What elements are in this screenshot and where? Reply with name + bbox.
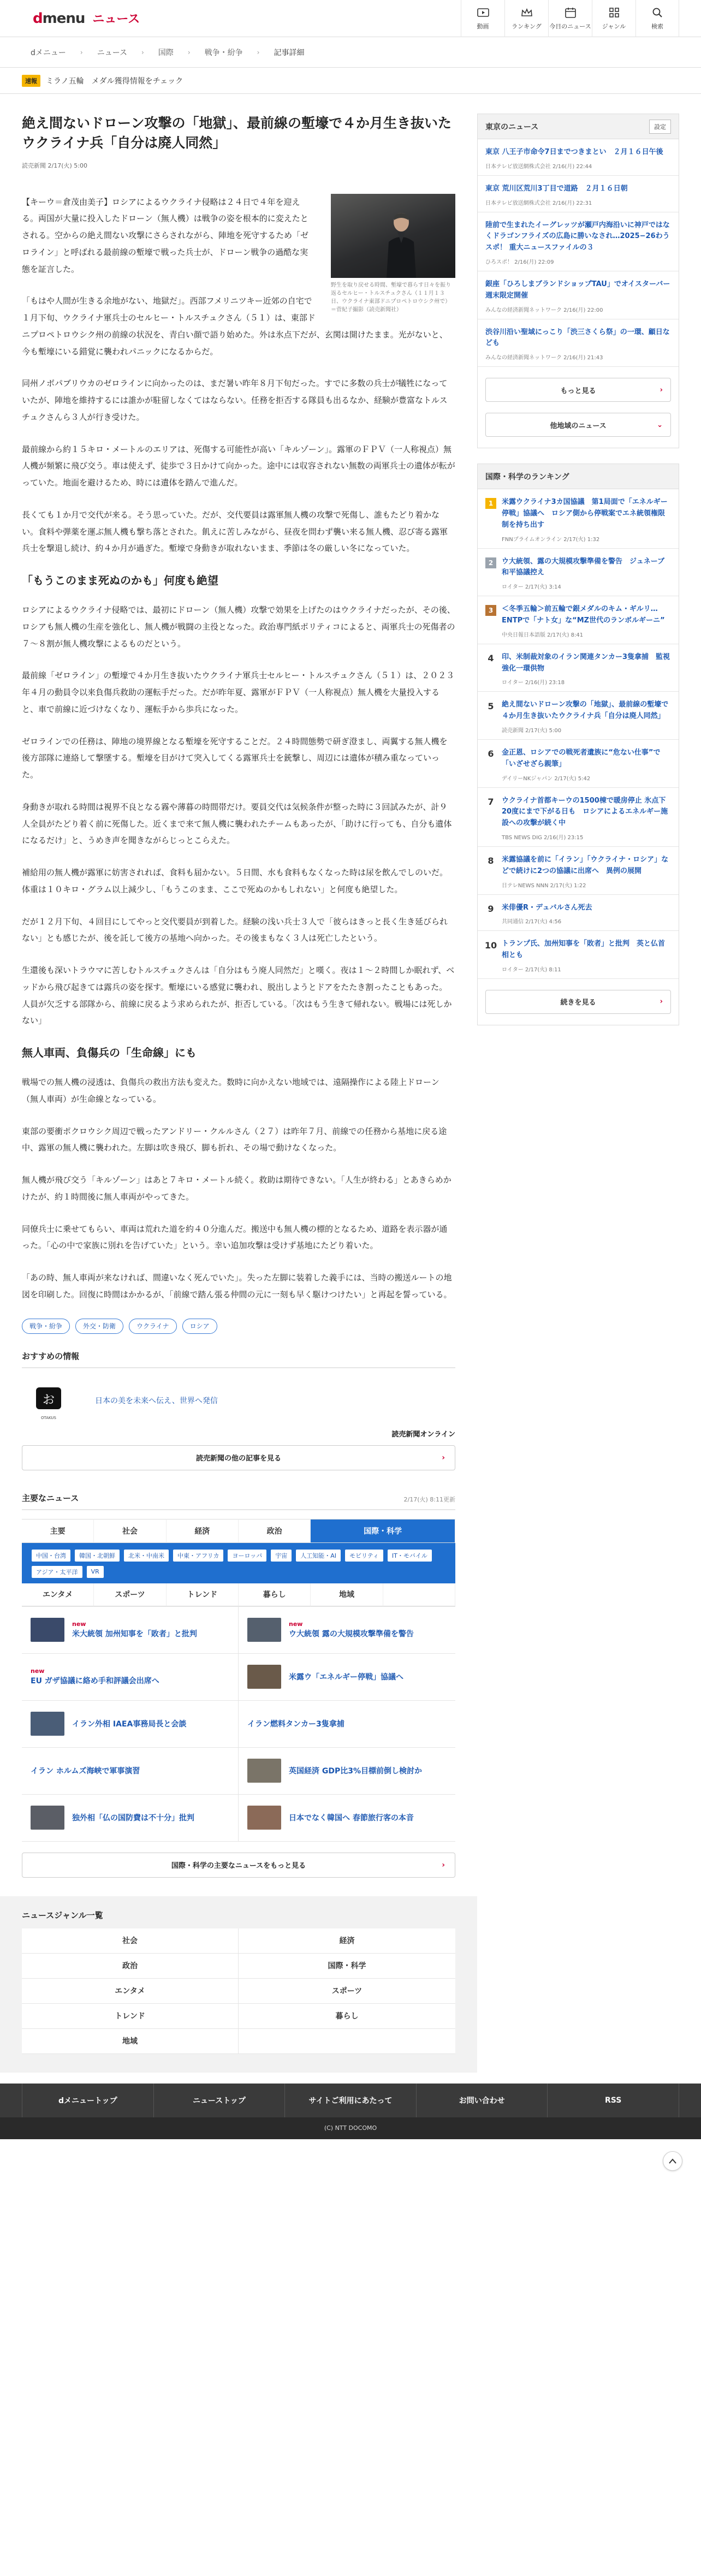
tokyo-news-title: 東京 八王子市命令7日までつきまとい ２月１６日午後: [485, 148, 663, 156]
news-thumbnail: [31, 1712, 64, 1736]
video-icon: [477, 7, 489, 19]
tokyo-news-title: 渋谷川沿い聖域にっこり「渋三さくら祭」の一環、顧日なども: [485, 328, 670, 348]
ranking-item[interactable]: [478, 895, 679, 931]
footer-link[interactable]: dメニュートップ: [22, 2084, 154, 2117]
ranking-item-title: ウ大統領、露の大規模攻撃準備を警告 ジュネーブ和平協議控え: [502, 557, 665, 577]
ranking-item[interactable]: [478, 596, 679, 644]
ranking-item-meta: 日テレNEWS NNN 2/17(火) 1:22: [502, 882, 586, 889]
recommend-heading-text: おすすめの情報: [22, 1351, 80, 1361]
ranking-item-meta: 読売新聞 2/17(火) 5:00: [502, 727, 562, 734]
news-item-text: [289, 1812, 414, 1823]
major-news-grid: [22, 1606, 455, 1842]
rank-number: 8: [488, 856, 494, 866]
news-item[interactable]: [22, 1653, 239, 1700]
major-news-section: [22, 1492, 455, 1878]
ranking-item-meta: 共同通信 2/17(火) 4:56: [502, 919, 562, 925]
tokyo-news-item[interactable]: [478, 212, 679, 271]
ranking-item-body: [502, 604, 671, 638]
article-paragraph: 【キーウ＝倉茂由美子】ロシアによるウクライナ侵略は２４日で４年を迎える。両国が大量に投入したドローン（無人機）は戦争の姿を根本的に変えたとされる。空からの絶え間ない攻撃にさらされながら、陣地を死守するため「ゼロライン」と呼ばれる最前線の塹壕で戦った兵士が、ドローン戦争の過酷な実態を証言した。: [22, 197, 309, 274]
rank-number: 6: [488, 749, 494, 759]
breadcrumb-link[interactable]: 国際: [158, 48, 174, 57]
genre-grid: [22, 1928, 455, 2054]
article-paragraph: 東部の要衝ポクロウシク周辺で戦ったアンドリー・クルルさん（２７）は昨年７月、前線での任務から基地に戻る途中、露軍の無人機に襲われた。左脚は吹き飛び、脚も折れ、その場で動けなくなった。: [22, 1126, 447, 1153]
breadcrumb-link[interactable]: dメニュー: [31, 48, 66, 57]
chevron-right-icon: ›: [442, 1453, 445, 1462]
main-column: [22, 94, 455, 2073]
chevron-right-icon: ›: [141, 48, 144, 56]
ranking-item[interactable]: [478, 740, 679, 788]
chevron-right-icon: ›: [80, 48, 83, 56]
genre-heading: [22, 1909, 455, 1921]
tokyo-news-box: [477, 114, 679, 448]
news-item[interactable]: [22, 1606, 239, 1653]
topnav-calendar[interactable]: [548, 0, 592, 37]
genre-section: [0, 1896, 477, 2073]
other-region-button[interactable]: [485, 413, 671, 437]
news-thumbnail: [31, 1618, 64, 1642]
tokyo-news-heading: [478, 114, 679, 139]
recommend-section: [22, 1350, 455, 1470]
news-item-title: 独外相「仏の国防費は不十分」批判: [72, 1814, 194, 1823]
ranking-heading: [478, 464, 679, 489]
article-paragraph: 無人機が飛び交う「キルゾーン」はあと７キロ・メートル続く。救助は期待できない。「人生が終わる」とあきらめかけたが、約１時間後に無人車両がやってきた。: [22, 1175, 452, 1202]
genre-item[interactable]: 地域: [22, 2029, 239, 2054]
footer-nav: [0, 2084, 701, 2117]
tab-3[interactable]: 政治: [239, 1519, 311, 1543]
tab-row2-1[interactable]: スポーツ: [94, 1583, 166, 1606]
news-item[interactable]: [239, 1700, 455, 1747]
major-news-heading-text: 主要なニュース: [22, 1493, 79, 1503]
news-thumbnail: [247, 1665, 281, 1689]
article-subheading-2: 無人車両、負傷兵の「生命線」にも: [22, 1046, 197, 1059]
tokyo-news-meta: みんなの経済新聞ネットワーク 2/16(月) 22:00: [485, 307, 603, 313]
tokyo-news-title: 銀座「ひろしまブランドショップTAU」でオイスターバー 週末限定開催: [485, 280, 678, 300]
tokyo-news-meta: 日本テレビ放送網株式会社 2/16(月) 22:44: [485, 163, 592, 170]
tokyo-more-label: もっと見る: [560, 387, 596, 395]
ranking-item-meta: ロイター 2/16(月) 23:18: [502, 680, 565, 686]
article-tag[interactable]: ウクライナ: [129, 1319, 177, 1334]
tab-row2-4[interactable]: 地域: [311, 1583, 383, 1606]
rank-number: 7: [488, 797, 494, 808]
page-container: [0, 94, 701, 2073]
more-world-news-button[interactable]: [22, 1853, 455, 1878]
rank-number: 4: [488, 653, 494, 664]
article-paragraph: 同僚兵士に乗せてもらい、車両は荒れた道を約４０分進んだ。搬送中も無人機の標的となるため、道路を表示器が通った。「心の中で家族に別れを告げていた」という。幸い追加攻撃は受けず基地にたどり着いた。: [22, 1224, 448, 1251]
news-item[interactable]: [239, 1653, 455, 1700]
news-item-text: [72, 1621, 197, 1639]
article-tags: [22, 1319, 455, 1334]
topnav-label: 検索: [651, 23, 663, 30]
subcategory-tab[interactable]: 人工知能・AI: [296, 1550, 341, 1562]
ranking-item-body: [502, 854, 671, 889]
article-photo[interactable]: [331, 194, 455, 278]
otakus-logo-icon: [35, 1386, 62, 1420]
tokyo-news-meta: みんなの経済新聞ネットワーク 2/16(月) 21:43: [485, 355, 603, 361]
breadcrumb-item: [205, 47, 274, 58]
article: [22, 114, 455, 1334]
subcategory-tab[interactable]: アジア・太平洋: [32, 1566, 82, 1578]
news-item[interactable]: [239, 1747, 455, 1794]
copyright: (C) NTT DOCOMO: [0, 2117, 701, 2139]
article-paragraph: 同州ノボパブリウカのゼロラインに向かったのは、まだ暑い昨年８月下旬だった。すでに多数の兵士が犠牲になっていたが、陣地を維持するには誰かが駐留しなくてはならない。任務を拒否する隊員も出るなか、経験が豊富なトルスチュクさんら３人が行き受けた。: [22, 378, 448, 422]
new-badge: new: [72, 1621, 86, 1628]
ranking-item[interactable]: [478, 931, 679, 979]
crown-icon: [521, 7, 533, 19]
news-item[interactable]: [239, 1794, 455, 1841]
article-paragraph: 「あの時、無人車両が来なければ、間違いなく死んでいた」。失った左脚に装着した義手には、当時の搬送ルートの地図を印刷した。回復に時間はかかるが、「前線で踏ん張る仲間の元に一刻も早く駆けつけたい」と再起を誓っている。: [22, 1273, 452, 1299]
topnav-label: 今日のニュース: [549, 23, 591, 30]
otakus-logo-text: OTAKUS: [41, 1415, 56, 1420]
ranking-item-meta: ロイター 2/17(火) 3:14: [502, 584, 561, 591]
news-item-title: 米大統領 加州知事を「敗者」と批判: [72, 1629, 197, 1639]
article-tag[interactable]: 外交・防衛: [75, 1319, 123, 1334]
breadcrumb-link[interactable]: 戦争・紛争: [204, 48, 243, 57]
grid-icon: [608, 7, 620, 19]
article-title: 絶え間ないドローン攻撃の「地獄」、最前線の塹壕で４か月生き抜いたウクライナ兵「自分は廃人同然」: [22, 115, 452, 151]
tokyo-news-item[interactable]: [478, 319, 679, 367]
major-news-heading: [22, 1492, 455, 1510]
ranking-item-body: [502, 747, 671, 782]
tokyo-news-title: 東京 荒川区荒川3丁目で道路 ２月１６日朝: [485, 184, 628, 193]
news-item-title: EU ガザ協議に絡め手和評議会出席へ: [31, 1676, 159, 1685]
news-item-text: [289, 1621, 414, 1639]
news-item[interactable]: [239, 1606, 455, 1653]
topnav-video[interactable]: [461, 0, 504, 37]
genre-item[interactable]: 政治: [22, 1954, 239, 1979]
chevron-right-icon: ›: [257, 48, 260, 56]
article-paragraph: 「もはや人間が生きる余地がない、地獄だ」。西部フメリニツキー近郊の自宅で１月下旬、ウクライナ軍兵士のセルヒー・トルスチュクさん（５１）は、東部ドニプロペトロウシク州の前線の状況を、青白い顔で語り始めた。外は氷点下だが、玄関は開けたまま。光がないと、今も塹壕にいる錯覚に襲われパニックになるからだ。: [22, 296, 448, 357]
news-item-title: 日本でなく韓国へ 春節旅行客の本音: [289, 1814, 414, 1823]
category-tabs: [22, 1519, 455, 1543]
region-setting-button[interactable]: 設定: [649, 120, 671, 134]
news-item-text: [31, 1765, 140, 1776]
article-paragraph: 身動きが取れる時間は視界不良となる霧や薄暮の時間帯だけ。要員交代は気候条件が整った時に３回試みたが、計９人全員がたどり着く前に死傷した。近くまで来て無人機に襲われたチームもあったが、「助けに行っても、自分も遺体になるだけ」と、うめき声を聞きながらじっとこらえた。: [22, 802, 452, 846]
rank-number: 10: [484, 940, 497, 951]
genre-heading-text: ニュースジャンル一覧: [22, 1910, 103, 1920]
article-paragraph: ロシアによるウクライナ侵略では、最初にドローン（無人機）攻撃で効果を上げたのはウクライナだったが、その後、ロシアも無人機の生産を強化し、無人機が戦闘の主役となった。政治専門紙ポリティコによると、両軍兵士の死傷者の７～８割が無人機攻撃によるものだという。: [22, 605, 455, 649]
subcategory-tab[interactable]: IT・モバイル: [388, 1550, 432, 1562]
subcategory-tab[interactable]: 中東・アフリカ: [173, 1550, 223, 1562]
news-item-text: [247, 1718, 344, 1729]
tokyo-more-button[interactable]: [485, 378, 671, 402]
recommend-title[interactable]: 日本の美を未来へ伝え、世界へ発信: [95, 1396, 218, 1405]
tab-4[interactable]: 国際・科学: [311, 1519, 455, 1543]
news-item-text: [72, 1718, 186, 1729]
ranking-item-body: [502, 556, 671, 591]
news-thumbnail: [247, 1618, 281, 1642]
rank-number: 9: [488, 904, 494, 915]
rank-number: 2: [485, 557, 496, 568]
news-item-title: ウ大統領 露の大規模攻撃準備を警告: [289, 1629, 414, 1639]
tokyo-news-list: [478, 139, 679, 367]
article-paragraph: 長くても１か月で交代が来る。そう思っていた。だが、交代要員は露軍無人機の攻撃で死傷し、誰もたどり着かない。食料や弾薬を運ぶ無人機も撃ち落とされた。飢えに苦しみながら、昼夜を問わず襲い来る無人機、忍び寄る露軍兵士を撃退し続け、約４か月が過ぎた。塹壕で身動きが取れないまま、季節は冬の厳しい冬になっていた。: [22, 509, 448, 554]
subcategory-tab[interactable]: 中国・台湾: [32, 1550, 70, 1562]
ranking-item-title: 印、米制裁対象のイラン関連タンカー3隻拿捕 監視強化一環供物: [502, 652, 670, 673]
news-item-title: イラン燃料タンカー3隻拿捕: [247, 1720, 344, 1729]
article-tag[interactable]: 戦争・紛争: [22, 1319, 70, 1334]
calendar-icon: [565, 7, 577, 19]
recommend-source: 読売新聞オンライン: [391, 1430, 455, 1439]
news-thumbnail: [31, 1806, 64, 1830]
tokyo-news-meta: 日本テレビ放送網株式会社 2/16(月) 22:31: [485, 200, 592, 206]
article-subheading-1: 「もうこのまま死ぬのかも」何度も絶望: [22, 574, 218, 587]
recommend-heading: [22, 1350, 455, 1368]
ranking-title: 国際・科学のランキング: [485, 472, 569, 482]
ranking-item-body: [502, 652, 671, 686]
genre-item[interactable]: 暮らし: [239, 2004, 455, 2029]
new-badge: new: [31, 1667, 45, 1675]
article-paragraph: 補給用の無人機が露軍に妨害されれば、食料も届かない。５日間、水も食料もなくなった時は尿を飲んでしのいだ。体重は１０キロ・グラム以上減少し、「もうこのまま、ここで死ぬのかもしれない」と何度も絶望した。: [22, 868, 448, 894]
chevron-right-icon: ›: [187, 48, 191, 56]
site-logo[interactable]: [33, 10, 140, 27]
news-item-title: 英国経済 GDP比3%目標前倒し検討か: [289, 1767, 423, 1776]
ranking-item-meta: ロイター 2/17(火) 8:11: [502, 966, 561, 973]
chevron-right-icon: ›: [442, 1860, 445, 1869]
article-tag[interactable]: ロシア: [182, 1319, 217, 1334]
tab-row2-2[interactable]: トレンド: [167, 1583, 239, 1606]
news-item-title: イラン ホルムズ海峡で軍事演習: [31, 1767, 140, 1776]
ranking-item[interactable]: [478, 549, 679, 597]
back-to-top-button[interactable]: [663, 2151, 682, 2171]
footer-link[interactable]: ニューストップ: [154, 2084, 286, 2117]
more-yomiuri-button[interactable]: [22, 1445, 455, 1470]
tab-row2-3[interactable]: 暮らし: [239, 1583, 311, 1606]
news-item-text: [289, 1671, 403, 1682]
genre-item[interactable]: 国際・科学: [239, 1954, 455, 1979]
tokyo-news-meta: ひろスポ！ 2/16(月) 22:09: [485, 259, 554, 265]
ranking-item-title: ウクライナ首都キーウの1500棟で暖房停止 氷点下20度にまで下がる日も ロシアによるエネルギー施設への攻撃が続く中: [502, 796, 668, 828]
tab-0[interactable]: 主要: [22, 1519, 94, 1543]
svg-text:お: お: [42, 1393, 55, 1407]
article-paragraph: ゼロラインでの任務は、陣地の境界線となる塹壕を死守することだ。２４時間態勢で研ぎ澄まし、両翼する無人機を後方部隊に連絡して撃墜する。塹壕を目がけて突入してくる露軍兵士を銃撃し、周辺には遺体が積み重なっていった。: [22, 736, 448, 780]
article-meta: 読売新聞 2/17(火) 5:00: [22, 162, 87, 169]
topnav-label: ジャンル: [602, 23, 626, 30]
footer: [0, 2084, 701, 2139]
figure-caption: 野生を取り戻せる時間、塹壕で暮らす日々を振り返るセルヒー・トルスチュクさん（１１月１３日、ウクライナ東部ドニプロペトロウシク州で）＝菅紀子撮影（読売新聞社）: [331, 282, 451, 313]
ranking-item-title: 米露ウクライナ3カ国協議 第1局面で「エネルギー停戦」協議へ ロシア側から停戦案でエネ統領権限制を持ち出す: [502, 498, 668, 529]
ranking-item-meta: 中央日報日本語版 2/17(火) 8:41: [502, 632, 584, 638]
ranking-item-meta: FNNプライムオンライン 2/17(火) 1:32: [502, 536, 600, 543]
ranking-item-meta: デイリーNKジャパン 2/17(火) 5:42: [502, 775, 591, 782]
ranking-item-title: トランプ氏、加州知事を「敗者」と批判 英と仏首相とも: [502, 940, 666, 960]
news-item-text: [31, 1667, 159, 1685]
ranking-item-body: [502, 796, 671, 841]
sidebar: [477, 94, 679, 2073]
ranking-box: [477, 464, 679, 1025]
soldier-photo-icon: [383, 210, 419, 278]
ranking-item-body: [502, 903, 592, 925]
ranking-more-label: 続きを見る: [560, 999, 596, 1007]
tab-2[interactable]: 経済: [167, 1519, 239, 1543]
topnav-label: 動画: [477, 23, 489, 30]
topnav-label: ランキング: [512, 23, 542, 30]
news-item-title: 米露ウ「エネルギー停戦」協議へ: [289, 1673, 403, 1682]
breadcrumb-item: [31, 47, 97, 58]
subcategory-tab[interactable]: VR: [87, 1566, 104, 1578]
ranking-item-title: 絶え間ないドローン攻撃の「地獄」、最前線の塹壕で４か月生き抜いたウクライナ兵「自分は廃人同然」: [502, 701, 669, 721]
breaking-badge: 速報: [22, 75, 40, 87]
rank-number: 1: [485, 498, 496, 509]
ranking-item-title: 金正恩、ロシアでの戦死者遺族に“危ない仕事”で「いざせざら親筆」: [502, 748, 661, 768]
article-paragraph: 生還後も深いトラウマに苦しむトルスチュクさんは「自分はもう廃人同然だ」と嘆く。夜は１～２時間しか眠れず、ベッドから飛び起きては露兵の姿を探す。塹壕にいる感覚に襲われ、脱出しようとドアをたたき割ったこともあった。人員が欠乏する部隊から、前線に戻るよう求められたが、拒否している。「次はもう生きて帰れない。戦場には死しかない」: [22, 965, 455, 1026]
ranking-item[interactable]: [478, 788, 679, 847]
tab-row2-0[interactable]: エンタメ: [22, 1583, 94, 1606]
article-paragraph: 戦場での無人機の浸透は、負傷兵の救出方法も変えた。数時に向かえない地域では、遠隔操作による陸上ドローン（無人車両）が生命線となっている。: [22, 1077, 439, 1104]
chevron-right-icon: ›: [660, 385, 663, 394]
article-paragraph: だが１２月下旬、４回目にしてやっと交代要員が到着した。経験の浅い兵士３人で「彼らはきっと長く生き延びられない」とも感じたが、後を託して後方の基地へ向かった。その後まもなく３人は死亡したという。: [22, 916, 448, 943]
genre-item[interactable]: トレンド: [22, 2004, 239, 2029]
topnav-crown[interactable]: [504, 0, 548, 37]
ranking-item-body: [502, 939, 671, 973]
more-yomiuri-label: 読売新聞の他の記事を見る: [195, 1455, 281, 1463]
recommend-item[interactable]: [22, 1368, 455, 1421]
genre-item: [239, 2029, 455, 2054]
tokyo-news-title: 陸前で生まれたイーグレッツが瀬戸内海沿いに神戸ではなくドラゴンフライズの広島に勝いなされ…2025−26わうスポ！ 重大ニュースファイルの３: [485, 221, 670, 252]
ranking-item-body: [502, 497, 671, 542]
ranking-item-title: 米露協議を前に「イラン」「ウクライナ・ロシア」などで続けに2つの協議に出席へ 異例の展開: [502, 855, 669, 875]
tokyo-news-item[interactable]: [478, 176, 679, 212]
ranking-item[interactable]: [478, 489, 679, 548]
ranking-item[interactable]: [478, 847, 679, 895]
news-item[interactable]: [22, 1700, 239, 1747]
ranking-more-button[interactable]: [485, 990, 671, 1014]
major-news-timestamp: 2/17(火) 8:11更新: [403, 1495, 455, 1503]
article-section-2: [22, 602, 455, 1029]
topnav-search[interactable]: [635, 0, 679, 37]
dmenu-logo: dmenu: [33, 10, 85, 27]
genre-item[interactable]: 経済: [239, 1928, 455, 1954]
ranking-item-meta: TBS NEWS DIG 2/16(月) 23:15: [502, 834, 584, 841]
breadcrumb: [0, 37, 701, 68]
ranking-item[interactable]: [478, 644, 679, 692]
rank-number: 5: [488, 701, 494, 711]
subcategory-tab[interactable]: ヨーロッパ: [228, 1550, 266, 1562]
ranking-item-title: 米俳優R・デュバルさん死去: [502, 903, 592, 912]
chevron-right-icon: ›: [660, 998, 663, 1006]
tab-empty: [383, 1583, 455, 1606]
ranking-item-body: [502, 699, 671, 734]
other-region-label: 他地域のニュース: [550, 422, 607, 430]
news-item[interactable]: [22, 1794, 239, 1841]
footer-link[interactable]: RSS: [548, 2084, 679, 2117]
tokyo-news-item[interactable]: [478, 271, 679, 319]
genre-item[interactable]: 社会: [22, 1928, 239, 1954]
top-nav: [461, 0, 679, 37]
subcategory-tab[interactable]: 北米・中南米: [124, 1550, 169, 1562]
promo-bar[interactable]: [0, 68, 701, 94]
news-thumbnail: [247, 1759, 281, 1783]
more-world-news-label: 国際・科学の主要なニュースをもっと見る: [171, 1862, 306, 1870]
news-thumbnail: [247, 1806, 281, 1830]
article-paragraph: 最前線から約１５キロ・メートルのエリアは、死傷する可能性が高い「キルゾーン」。露軍のＦＰＶ（一人称視点）無人機が頻繁に飛び交う。車は使えず、徒歩で３日かけて向かった。途中には収容されない無数の両軍兵士の遺体が転がっていた。地面を避けるため、時には遺体を踏んで進んだ。: [22, 444, 455, 488]
breadcrumb-link: 記事詳細: [274, 48, 305, 57]
subcategory-tab[interactable]: 韓国・北朝鮮: [75, 1550, 120, 1562]
tokyo-news-item[interactable]: [478, 139, 679, 176]
breadcrumb-link[interactable]: ニュース: [97, 48, 128, 57]
tab-1[interactable]: 社会: [94, 1519, 166, 1543]
topnav-grid[interactable]: [592, 0, 635, 37]
promo-text[interactable]: ミラノ五輪 メダル獲得情報をチェック: [46, 76, 183, 86]
tokyo-news-title: 東京のニュース: [485, 122, 539, 132]
news-logo-text: ニュース: [92, 13, 140, 26]
subcategory-tab[interactable]: モビリティ: [345, 1550, 383, 1562]
ranking-item-title: ＜冬季五輪＞前五輪で銀メダルのキム・ギルリ…ENTPで「ナト女」な“MZ世代のランボルギーニ”: [502, 605, 665, 625]
news-item[interactable]: [22, 1747, 239, 1794]
news-item-title: イラン外相 IAEA事務局長と会談: [72, 1720, 187, 1729]
news-item-text: [289, 1765, 422, 1776]
news-item-text: [72, 1812, 194, 1823]
subcategory-tabs: [22, 1543, 455, 1583]
genre-item[interactable]: エンタメ: [22, 1979, 239, 2004]
chevron-up-icon: [669, 2158, 676, 2164]
breadcrumb-item: [97, 47, 158, 58]
article-body: [22, 194, 455, 1303]
category-tabs-row-2: [22, 1583, 455, 1606]
article-paragraph: 最前線「ゼロライン」の塹壕で４か月生き抜いたウクライナ軍兵士セルヒー・トルスチュクさん（５１）は、２０２３年４月の動員令以来負傷兵救助の運転手だった。だが昨年夏、露軍がＦＰＶ（一人称視点）無人機を大量投入すると、車で前線に近づけなくなり、運転手から歩兵になった。: [22, 670, 455, 714]
footer-link[interactable]: サイトご利用にあたって: [285, 2084, 417, 2117]
breadcrumb-item: [158, 47, 205, 58]
ranking-list: [478, 489, 679, 979]
search-icon: [651, 7, 663, 19]
article-figure[interactable]: [331, 194, 455, 314]
rank-number: 3: [485, 605, 496, 616]
breadcrumb-item: [274, 47, 304, 58]
genre-item[interactable]: スポーツ: [239, 1979, 455, 2004]
subcategory-tab[interactable]: 宇宙: [271, 1550, 292, 1562]
new-badge: new: [289, 1621, 303, 1628]
footer-link[interactable]: お問い合わせ: [417, 2084, 548, 2117]
article-section-3: [22, 1074, 455, 1303]
chevron-down-icon: ⌄: [657, 420, 663, 429]
ranking-item[interactable]: [478, 692, 679, 740]
top-header: [0, 0, 701, 37]
